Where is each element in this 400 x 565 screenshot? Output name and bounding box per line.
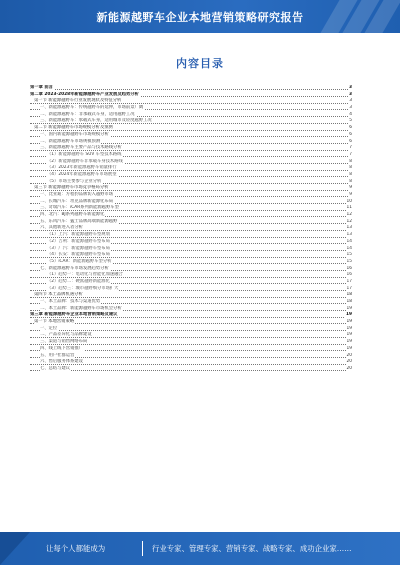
toc-entry-text: 五、用户社群运营 (40, 352, 75, 358)
toc-page-number: 13 (346, 232, 352, 238)
toc-page-number: 18 (346, 292, 352, 298)
toc-page-number: 10 (346, 198, 352, 204)
toc-leader-dots (30, 370, 352, 371)
toc-page-number: 13 (346, 225, 352, 231)
toc-entry[interactable] (30, 98, 352, 105)
toc-page-number: 19 (346, 345, 352, 351)
toc-entry-text: 四、线上线下营销推广 (40, 345, 83, 351)
toc-leader-dots (30, 357, 352, 358)
toc-entry[interactable] (30, 326, 352, 333)
toc-heading: 内容目录 (176, 57, 224, 70)
toc-entry[interactable] (30, 266, 352, 273)
toc-entry-text: 二、新能源越野车市场规模预测 (40, 138, 101, 144)
toc-page-number: 6 (349, 131, 352, 137)
toc-entry-text: 第一章 前言 (30, 85, 53, 90)
toc-entry[interactable] (30, 366, 352, 373)
footer-decoration (0, 532, 30, 565)
toc-page-number: 19 (346, 312, 352, 318)
toc-page-number: 8 (349, 158, 352, 164)
toc-entry-text: 一、定位 (40, 325, 58, 331)
toc-page-number: 20 (346, 352, 352, 358)
toc-page-number: 9 (349, 185, 352, 191)
toc-entry[interactable] (30, 319, 352, 326)
toc-entry-text: （5）iCAR：新能源越野车型分析 (47, 258, 112, 264)
toc-entry[interactable] (30, 192, 352, 199)
toc-entry[interactable] (30, 85, 352, 92)
toc-entry-text: 七、总结与建议 (40, 365, 71, 371)
toc-page-number: 12 (346, 212, 352, 218)
report-footer (0, 532, 400, 565)
toc-entry[interactable] (30, 232, 352, 239)
toc-entry[interactable] (30, 299, 352, 306)
toc-entry-text: 第四节 本土品牌机遇分析 (34, 292, 83, 298)
toc-entry-text: （1）趋势一：电动化与智能化加速融合 (47, 272, 123, 278)
report-header (0, 0, 400, 33)
toc-entry-text: （1）上汽：新能源越野车型规划 (47, 232, 110, 238)
toc-entry[interactable] (30, 259, 352, 266)
toc-page-number: 19 (346, 332, 352, 338)
toc-entry[interactable] (30, 272, 352, 279)
toc-entry-text: 二、新能源越野车：非承载式车身，适用越野工况 (40, 111, 135, 117)
toc-entry-text: 第二章 2023-2028年新能源越野车产业发展及趋势分析 (30, 91, 139, 97)
toc-page-number: 12 (346, 218, 352, 224)
toc-entry[interactable] (30, 212, 352, 219)
footer-divider (142, 541, 143, 556)
toc-page-number: 14 (346, 238, 352, 244)
toc-entry[interactable] (30, 139, 352, 146)
toc-entry-text: 五、东风汽车：猛士品牌高端新能源越野 (40, 218, 118, 224)
toc-entry-text: （2）吉利：新能源越野车型布局 (47, 238, 110, 244)
toc-page-number: 20 (346, 365, 352, 371)
toc-entry[interactable] (30, 312, 352, 319)
toc-entry-text: （4）2024年新能源越野车市场展望 (47, 171, 117, 177)
toc-page-number: 5 (349, 118, 352, 124)
toc-entry[interactable] (30, 92, 352, 99)
toc-entry-text: 第一节 新能源越野车行业发展现状及特征分析 (34, 98, 122, 104)
toc-entry-text: （3）广汽：新能源越野车型布局 (47, 245, 110, 251)
toc-page-number: 15 (346, 252, 352, 258)
toc-entry[interactable] (30, 185, 352, 192)
toc-entry-text: 第一节 本地营销策略 (34, 319, 75, 325)
toc-page-number: 8 (349, 171, 352, 177)
toc-page-number: 19 (346, 319, 352, 325)
toc-entry-text: 一、新能源越野车：传统越野车的延伸，市场前景广阔 (40, 105, 144, 111)
toc-entry[interactable] (30, 306, 352, 313)
toc-entry[interactable] (30, 112, 352, 119)
toc-entry[interactable] (30, 225, 352, 232)
toc-entry[interactable] (30, 332, 352, 339)
toc-entry-text: 四、北汽：BJ系列越野车新能源化 (40, 212, 105, 218)
toc-page-number: 9 (349, 192, 352, 197)
toc-entry-text: 六、售后服务体系建设 (40, 359, 83, 365)
toc-entry[interactable] (30, 252, 352, 259)
toc-entry[interactable] (30, 172, 352, 179)
toc-page-number: 6 (349, 138, 352, 144)
footer-slogan-left: 让每个人都能成为 (46, 544, 106, 553)
toc-entry-text: 三、新能源越野车：承载式车身，适用城市及轻度越野工况 (40, 118, 152, 124)
table-of-contents (30, 85, 352, 373)
toc-entry-text: 二、长城汽车：坦克品牌新能源化布局 (40, 198, 114, 204)
toc-entry-text: 三、奇瑞汽车：iCAR系列新能源越野车型 (40, 205, 119, 211)
toc-entry[interactable] (30, 353, 352, 360)
toc-page-number: 20 (346, 359, 352, 365)
toc-entry[interactable] (30, 179, 352, 186)
toc-entry-text: 二、本土品牌：新能源越野车市场机会分析 (40, 305, 122, 311)
toc-entry-text: （4）长安：新能源越野车型布局 (47, 252, 110, 258)
toc-page-number: 19 (346, 339, 352, 345)
toc-page-number: 6 (349, 125, 352, 131)
toc-entry[interactable] (30, 219, 352, 226)
toc-page-number: 11 (346, 205, 352, 211)
toc-entry-text: 一、本土品牌：技术与渠道优势 (40, 299, 101, 304)
toc-entry-text: （1）新能源越野车 SUV 车型技术路线 (47, 151, 122, 157)
toc-page-number: 16 (346, 265, 352, 271)
toc-entry-text: 二、产品差异化与品牌建设 (40, 332, 92, 338)
toc-entry[interactable] (30, 205, 352, 212)
toc-entry-text: 第二节 新能源越野车市场规模分析及预测 (34, 125, 113, 131)
toc-entry[interactable] (30, 118, 352, 125)
toc-entry-text: （2）新能源越野车非承载车身技术路线 (47, 158, 123, 164)
toc-page-number: 19 (346, 325, 352, 331)
toc-entry-text: 七、新能源越野车市场发展趋势分析 (40, 265, 109, 271)
toc-entry[interactable] (30, 132, 352, 139)
toc-page-number: 3 (349, 105, 352, 111)
toc-page-number: 8 (349, 178, 352, 184)
toc-entry-text: （2）趋势二：硬派越野新能源化 (47, 278, 110, 284)
toc-entry[interactable] (30, 279, 352, 286)
toc-entry-text: 三、渠道与销售网络布局 (40, 339, 88, 345)
toc-entry[interactable] (30, 159, 352, 166)
toc-page-number: 7 (349, 145, 352, 151)
toc-entry[interactable] (30, 339, 352, 346)
toc-entry-text: 一、比亚迪：方程豹品牌切入越野市场 (40, 192, 114, 197)
toc-entry[interactable] (30, 105, 352, 112)
toc-page-number: 4 (349, 111, 352, 117)
toc-page-number: 18 (346, 299, 352, 304)
toc-page-number: 19 (346, 305, 352, 311)
toc-entry[interactable] (30, 359, 352, 366)
toc-page-number: 8 (349, 165, 352, 171)
toc-entry[interactable] (30, 286, 352, 293)
toc-entry-text: 一、国内新能源越野车市场规模分析 (40, 131, 109, 137)
toc-page-number: 3 (349, 91, 352, 97)
toc-page-number: 3 (349, 98, 352, 104)
toc-entry[interactable] (30, 152, 352, 159)
toc-entry-text: 六、其他新进入者分析 (40, 225, 83, 231)
toc-entry[interactable] (30, 246, 352, 253)
toc-leader-dots (30, 330, 352, 331)
toc-entry-text: 三、新能源越野车主要产品与技术路线分析 (40, 145, 122, 151)
footer-slogan-right: 行业专家、管理专家、营销专家、战略专家、成功企业家…… (152, 544, 352, 553)
toc-entry-text: 第三节 新能源越野车市场竞争格局分析 (34, 185, 109, 191)
toc-page-number: 3 (349, 85, 352, 90)
toc-entry[interactable] (30, 346, 352, 353)
toc-entry-text: （5）市场主要参与企业分析 (47, 178, 102, 184)
toc-entry[interactable] (30, 145, 352, 152)
toc-entry[interactable] (30, 292, 352, 299)
toc-page-number: 15 (346, 258, 352, 264)
toc-page-number: 7 (349, 151, 352, 157)
toc-leader-dots (30, 323, 352, 324)
toc-entry[interactable] (30, 239, 352, 246)
toc-entry-text: （3）趋势三：城市越野细分市场扩大 (47, 285, 119, 291)
toc-entry[interactable] (30, 199, 352, 206)
toc-entry-text: （3）2023年新能源越野车销量排行 (47, 165, 117, 171)
toc-leader-dots (30, 89, 352, 90)
report-title: 新能源越野车企业本地营销策略研究报告 (96, 11, 304, 24)
toc-page-number: 17 (346, 285, 352, 291)
toc-page-number: 14 (346, 245, 352, 251)
toc-page-number: 17 (346, 278, 352, 284)
toc-entry[interactable] (30, 125, 352, 132)
toc-page-number: 16 (346, 272, 352, 278)
toc-entry[interactable] (30, 165, 352, 172)
toc-entry-text: 第三章 新能源越野车企业本地营销策略及建议 (30, 312, 118, 318)
